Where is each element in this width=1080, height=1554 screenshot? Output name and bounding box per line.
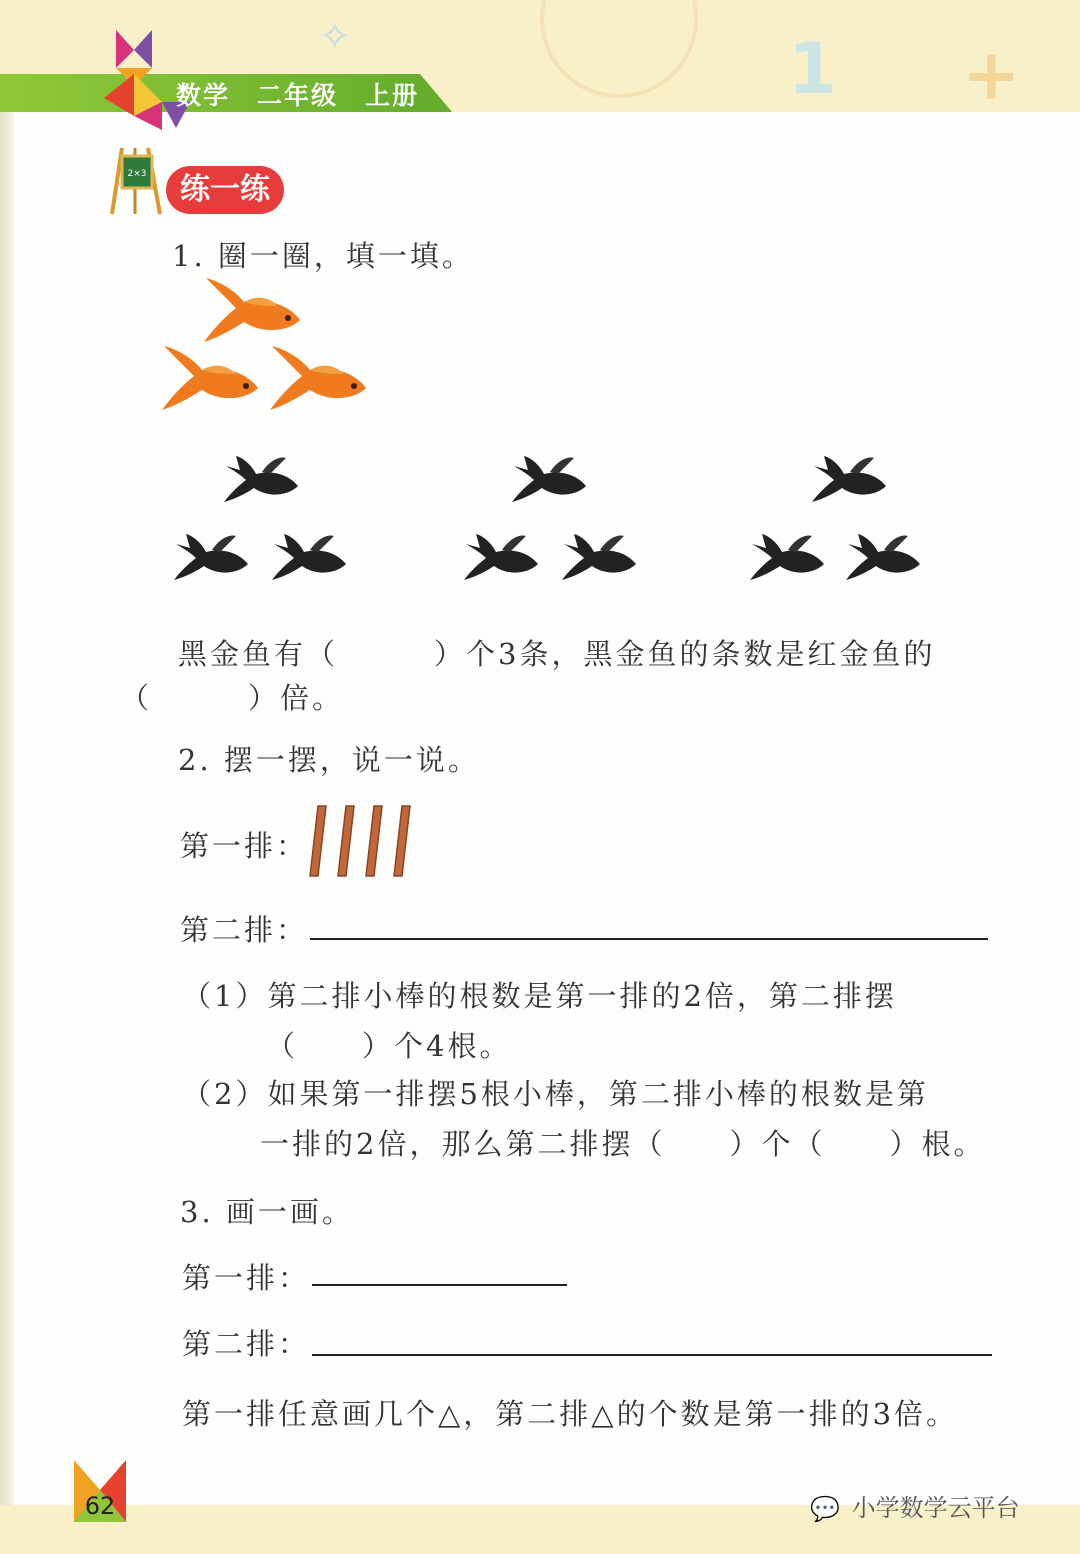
q3-row2-draw-line[interactable] bbox=[312, 1354, 992, 1356]
watermark bbox=[810, 1488, 1020, 1523]
q2-title: 2. 摆一摆，说一说。 bbox=[178, 743, 480, 777]
q2-sub2-line-2: 一排的2倍，那么第二排摆（ ）个（ ）根。 bbox=[260, 1127, 986, 1161]
number-one-decoration: 1 bbox=[788, 28, 837, 110]
q3-row2-label: 第二排： bbox=[182, 1327, 311, 1361]
black-goldfish-icon bbox=[462, 530, 542, 586]
q2-sub1-line-1: （1）第二排小棒的根数是第一排的2倍，第二排摆 bbox=[182, 979, 897, 1013]
q3-instruction: 第一排任意画几个△，第二排△的个数是第一排的3倍。 bbox=[182, 1397, 959, 1431]
q2-sub2-line-1: （2）如果第一排摆5根小棒，第二排小棒的根数是第 bbox=[182, 1077, 929, 1111]
q2-sub1-line-2: （ ）个4根。 bbox=[266, 1029, 512, 1063]
q3-title: 3. 画一画。 bbox=[180, 1195, 354, 1229]
sun-decoration bbox=[540, 0, 698, 98]
practice-badge: 练一练 bbox=[166, 166, 284, 214]
page-number: 62 bbox=[84, 1492, 116, 1520]
q1-title: 1. 圈一圈，填一填。 bbox=[172, 239, 474, 273]
easel-icon bbox=[108, 144, 168, 216]
q2-row2-label: 第二排： bbox=[180, 913, 309, 947]
red-goldfish-icon bbox=[154, 340, 264, 420]
header-title: 数学 二年级 上册 bbox=[176, 81, 420, 110]
black-goldfish-icon bbox=[172, 530, 252, 586]
wechat-icon: 💬 bbox=[810, 1495, 840, 1523]
q1-fill-line-1: 黑金鱼有（ ）个3条，黑金鱼的条数是红金鱼的 bbox=[178, 637, 936, 671]
black-goldfish-icon bbox=[748, 530, 828, 586]
q3-row1-label: 第一排： bbox=[182, 1261, 311, 1295]
sticks-icon bbox=[306, 804, 418, 878]
q2-row2-answer-line[interactable] bbox=[310, 938, 988, 940]
black-goldfish-icon bbox=[844, 530, 924, 586]
q2-row1-label: 第一排： bbox=[180, 829, 309, 863]
black-goldfish-icon bbox=[510, 452, 590, 508]
black-goldfish-icon bbox=[560, 530, 640, 586]
red-goldfish-icon bbox=[262, 340, 372, 420]
black-goldfish-icon bbox=[810, 452, 890, 508]
page-binding bbox=[0, 0, 14, 1554]
watermark-text: 小学数学云平台 bbox=[851, 1494, 1020, 1522]
plus-decoration: + bbox=[962, 34, 1021, 116]
sparkle-decoration: ✧ bbox=[318, 14, 352, 60]
q3-row1-draw-line[interactable] bbox=[312, 1284, 567, 1286]
black-goldfish-icon bbox=[270, 530, 350, 586]
svg-text:2×3: 2×3 bbox=[127, 169, 147, 179]
q1-fill-line-2: （ ）倍。 bbox=[120, 681, 345, 715]
black-goldfish-icon bbox=[222, 452, 302, 508]
